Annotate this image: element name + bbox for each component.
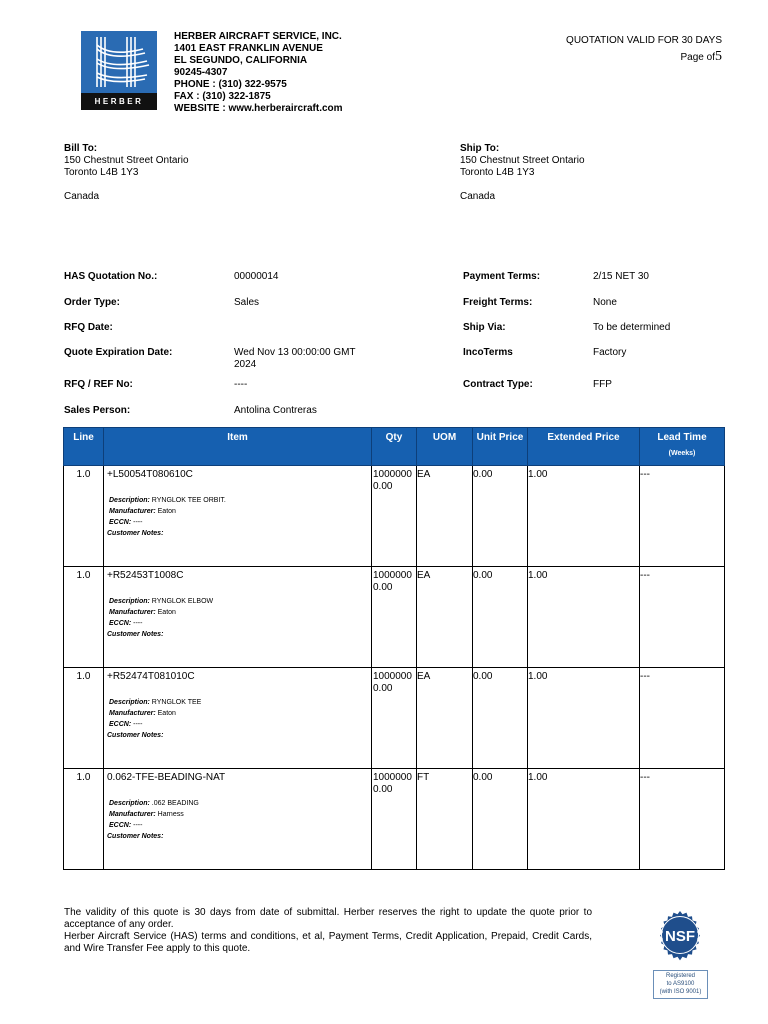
row-eccn: ----	[133, 620, 143, 627]
expiration-value	[234, 347, 356, 371]
eccn-label: ECCN:	[109, 822, 132, 829]
row-lead-time: ---	[640, 567, 725, 668]
row-qty-line1: 1000000	[373, 671, 412, 682]
row-qty	[372, 567, 417, 668]
col-uom: UOM	[417, 428, 473, 466]
row-uom: EA	[417, 567, 473, 668]
terms-footer	[64, 907, 592, 955]
col-extended-price: Extended Price	[528, 428, 640, 466]
freight-terms-value: None	[593, 297, 617, 308]
logo-wordmark: HERBER	[81, 93, 157, 110]
description-label: Description:	[109, 598, 150, 605]
contract-type-label: Contract Type:	[463, 379, 533, 390]
table-row	[64, 466, 725, 567]
bill-to-country: Canada	[64, 191, 100, 202]
page-total: 5	[715, 49, 722, 64]
customer-notes-label: Customer Notes:	[107, 833, 164, 840]
company-name: HERBER AIRCRAFT SERVICE, INC.	[174, 31, 342, 42]
incoterms-label: IncoTerms	[463, 347, 513, 358]
row-lead-time: ---	[640, 668, 725, 769]
row-qty-line1: 1000000	[373, 469, 412, 480]
company-fax: FAX : (310) 322-1875	[174, 91, 271, 102]
col-lead-time-unit: (Weeks)	[668, 450, 696, 457]
sales-person-value: Antolina Contreras	[234, 405, 317, 416]
row-unit-price: 0.00	[473, 769, 528, 870]
row-extended-price: 1.00	[528, 769, 640, 870]
table-row	[64, 567, 725, 668]
terms-conditions-text: Herber Aircraft Service (HAS) terms and conditions, et al, Payment Terms, Credit Application, Prepaid, Credit Cards, and Wire Transfer Fee apply to this quote.	[64, 931, 592, 954]
bill-to-line2: Toronto L4B 1Y3	[64, 167, 139, 178]
row-part-number: +R52453T1008C	[107, 570, 184, 581]
description-label: Description:	[109, 800, 150, 807]
nsf-logo-text: NSF	[665, 928, 695, 945]
expiration-line2: 2024	[234, 359, 257, 370]
incoterms-value: Factory	[593, 347, 627, 358]
page-prefix: Page	[680, 52, 704, 63]
row-lead-time: ---	[640, 769, 725, 870]
sales-person-label: Sales Person:	[64, 405, 131, 416]
ship-via-label: Ship Via:	[463, 322, 506, 333]
row-part-number: +L50054T080610C	[107, 469, 193, 480]
rfq-date-label: RFQ Date:	[64, 322, 113, 333]
col-lead-time	[640, 428, 725, 466]
company-logo	[81, 31, 157, 110]
company-street: 1401 EAST FRANKLIN AVENUE	[174, 43, 323, 54]
row-uom: EA	[417, 466, 473, 567]
page-of: of	[706, 52, 715, 63]
row-description: RYNGLOK ELBOW	[151, 598, 214, 605]
row-uom: EA	[417, 668, 473, 769]
ship-via-value: To be determined	[593, 322, 671, 333]
row-eccn: ----	[133, 822, 143, 829]
ship-to-label: Ship To:	[460, 143, 500, 154]
row-qty-line2: 0.00	[373, 481, 393, 492]
row-manufacturer: Harness	[157, 811, 184, 818]
row-qty-line1: 1000000	[373, 570, 412, 581]
customer-notes-label: Customer Notes:	[107, 631, 164, 638]
row-qty-line1: 1000000	[373, 772, 412, 783]
bill-to-label: Bill To:	[64, 143, 98, 154]
ship-to-block	[460, 143, 585, 203]
row-item-cell	[104, 668, 372, 769]
row-description: .062 BEADING	[151, 800, 199, 807]
company-city: EL SEGUNDO, CALIFORNIA	[174, 55, 308, 66]
row-unit-price: 0.00	[473, 466, 528, 567]
row-qty-line2: 0.00	[373, 683, 393, 694]
quotation-validity: QUOTATION VALID FOR 30 DAYS	[566, 35, 722, 46]
col-line: Line	[64, 428, 104, 466]
row-description: RYNGLOK TEE	[151, 699, 202, 706]
payment-terms-label: Payment Terms:	[463, 271, 541, 282]
row-eccn: ----	[133, 721, 143, 728]
col-item: Item	[104, 428, 372, 466]
col-qty: Qty	[372, 428, 417, 466]
row-item-cell	[104, 769, 372, 870]
row-qty-line2: 0.00	[373, 582, 393, 593]
freight-terms-label: Freight Terms:	[463, 297, 533, 308]
row-extended-price: 1.00	[528, 668, 640, 769]
row-line: 1.0	[64, 769, 104, 870]
nsf-registration-box	[653, 970, 708, 999]
terms-validity-text: The validity of this quote is 30 days from date of submittal. Herber reserves the right to update the quote prior to acceptance of any order.	[64, 907, 592, 930]
table-header-row	[64, 428, 725, 466]
row-line: 1.0	[64, 668, 104, 769]
row-details	[107, 798, 371, 842]
row-unit-price: 0.00	[473, 567, 528, 668]
table-row	[64, 668, 725, 769]
row-details	[107, 596, 371, 640]
nsf-reg-line3: (with ISO 9001)	[659, 989, 702, 995]
row-uom: FT	[417, 769, 473, 870]
description-label: Description:	[109, 699, 150, 706]
row-part-number: 0.062-TFE-BEADING-NAT	[107, 772, 226, 783]
nsf-reg-line1: Registered	[665, 973, 695, 979]
row-description: RYNGLOK TEE ORBIT.	[151, 497, 226, 504]
order-type-value: Sales	[234, 297, 260, 308]
manufacturer-label: Manufacturer:	[109, 811, 156, 818]
manufacturer-label: Manufacturer:	[109, 710, 156, 717]
ship-to-line1: 150 Chestnut Street Ontario	[460, 155, 585, 166]
row-item-cell	[104, 466, 372, 567]
company-zip: 90245-4307	[174, 67, 228, 78]
description-label: Description:	[109, 497, 150, 504]
quotation-items-table	[63, 427, 725, 870]
rfq-ref-value: ----	[234, 379, 248, 390]
rfq-ref-label: RFQ / REF No:	[64, 379, 133, 390]
manufacturer-label: Manufacturer:	[109, 508, 156, 515]
col-lead-time-label: Lead Time	[657, 432, 707, 443]
manufacturer-label: Manufacturer:	[109, 609, 156, 616]
expiration-label: Quote Expiration Date:	[64, 347, 173, 358]
bill-to-line1: 150 Chestnut Street Ontario	[64, 155, 189, 166]
row-details	[107, 697, 371, 741]
row-eccn: ----	[133, 519, 143, 526]
company-info	[174, 31, 343, 115]
ship-to-line2: Toronto L4B 1Y3	[460, 167, 535, 178]
table-row	[64, 769, 725, 870]
order-type-label: Order Type:	[64, 297, 120, 308]
bill-to-block	[64, 143, 189, 203]
row-extended-price: 1.00	[528, 567, 640, 668]
nsf-certification-logo-icon	[652, 906, 708, 964]
herber-h-mark-icon	[81, 31, 157, 93]
row-line: 1.0	[64, 567, 104, 668]
ship-to-country: Canada	[460, 191, 496, 202]
row-manufacturer: Eaton	[157, 710, 176, 717]
eccn-label: ECCN:	[109, 519, 132, 526]
row-line: 1.0	[64, 466, 104, 567]
customer-notes-label: Customer Notes:	[107, 732, 164, 739]
row-item-cell	[104, 567, 372, 668]
customer-notes-label: Customer Notes:	[107, 530, 164, 537]
row-qty-line2: 0.00	[373, 784, 393, 795]
quote-no-label: HAS Quotation No.:	[64, 271, 158, 282]
company-website: WEBSITE : www.herberaircraft.com	[174, 103, 343, 114]
row-extended-price: 1.00	[528, 466, 640, 567]
row-qty	[372, 466, 417, 567]
page-indicator	[681, 49, 722, 65]
row-qty	[372, 668, 417, 769]
eccn-label: ECCN:	[109, 620, 132, 627]
col-unit-price: Unit Price	[473, 428, 528, 466]
eccn-label: ECCN:	[109, 721, 132, 728]
expiration-line1: Wed Nov 13 00:00:00 GMT	[234, 347, 356, 358]
row-unit-price: 0.00	[473, 668, 528, 769]
contract-type-value: FFP	[593, 379, 612, 390]
row-details	[107, 495, 371, 539]
row-manufacturer: Eaton	[157, 508, 176, 515]
payment-terms-value: 2/15 NET 30	[593, 271, 649, 282]
company-phone: PHONE : (310) 322-9575	[174, 79, 287, 90]
row-manufacturer: Eaton	[157, 609, 176, 616]
nsf-reg-line2: to AS9100	[666, 981, 695, 987]
quote-no-value: 00000014	[234, 271, 279, 282]
row-qty	[372, 769, 417, 870]
row-part-number: +R52474T081010C	[107, 671, 195, 682]
row-lead-time: ---	[640, 466, 725, 567]
